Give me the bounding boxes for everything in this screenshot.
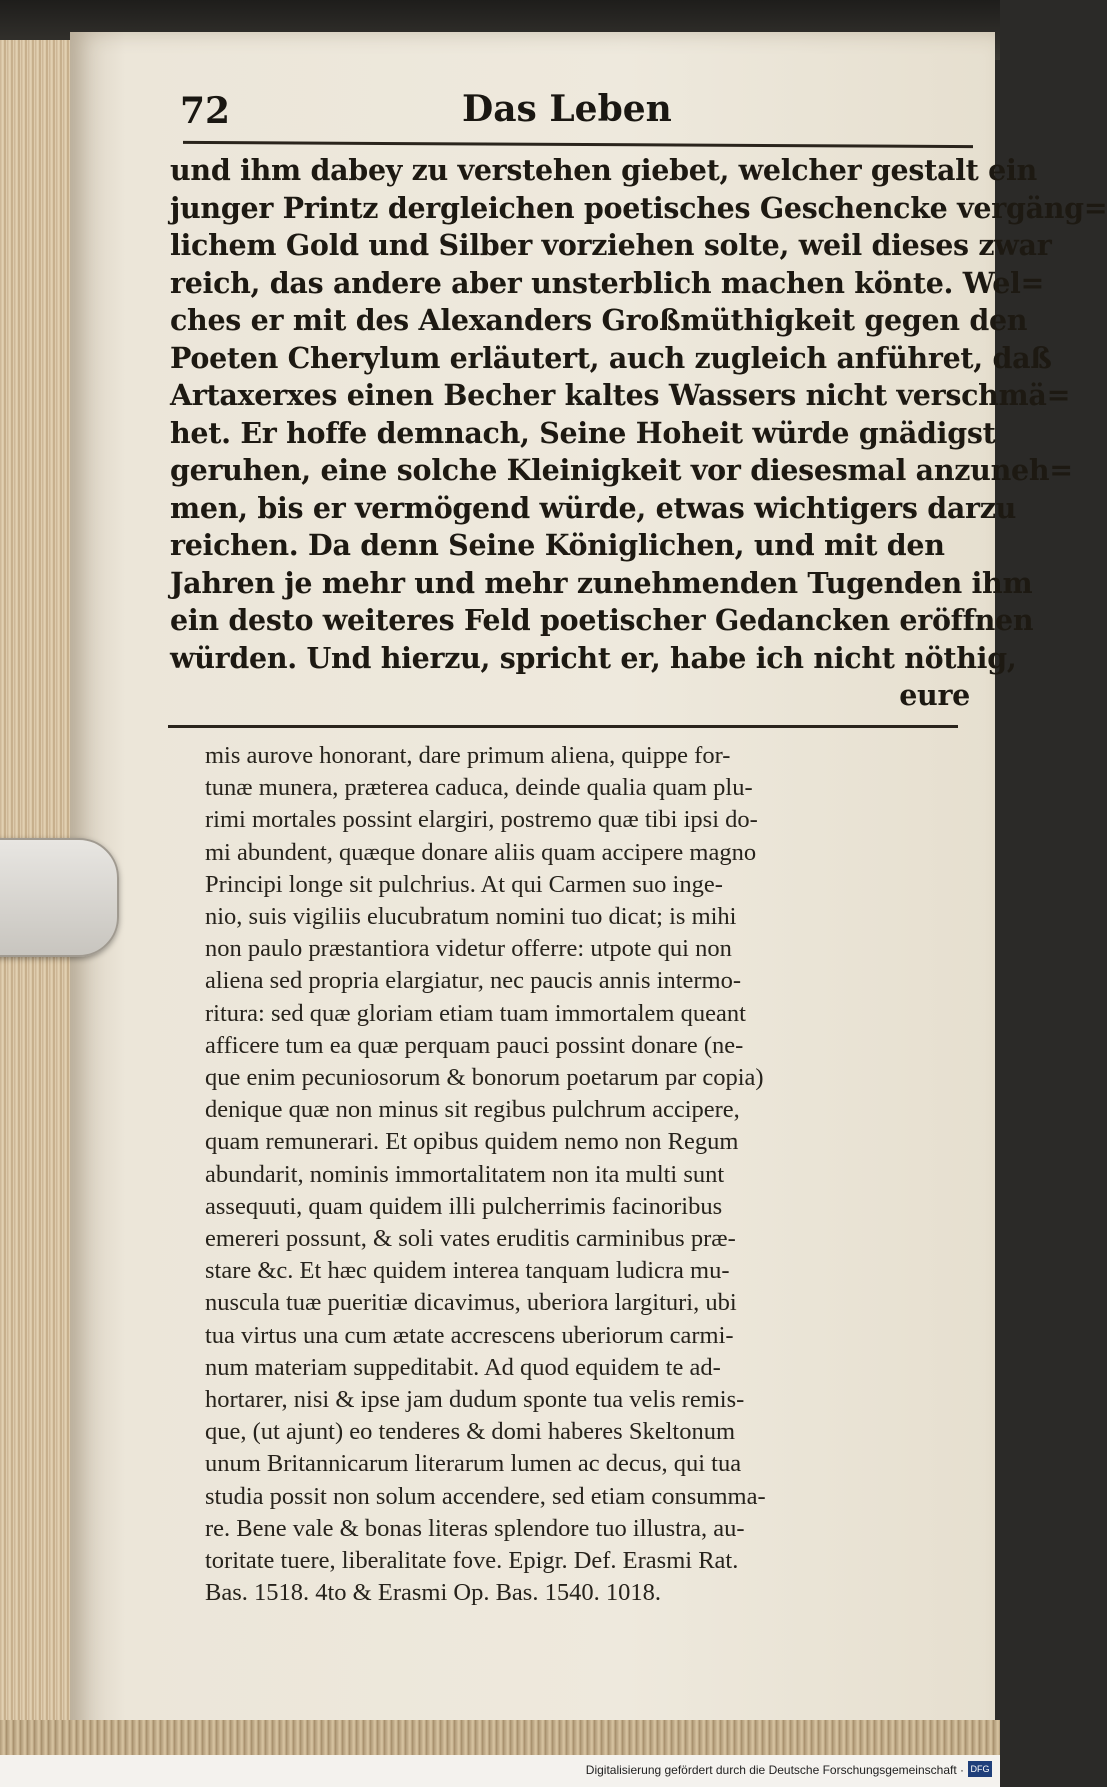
latin-line: stare &c. Et hæc quidem interea tanquam ludicra mu- <box>205 1257 730 1285</box>
german-line: würden. Und hierzu, spricht er, habe ich nicht nöthig, <box>170 640 1017 675</box>
german-line: junger Printz dergleichen poetisches Geschencke vergäng= <box>170 190 1107 225</box>
latin-line: denique quæ non minus sit regibus pulchrum accipere, <box>205 1096 740 1124</box>
german-line: lichem Gold und Silber vorziehen solte, weil dieses zwar <box>170 228 1052 262</box>
latin-line: unum Britannicarum literarum lumen ac decus, qui tua <box>205 1450 742 1478</box>
german-line: ein desto weiteres Feld poetischer Gedancken eröffnen <box>170 603 1034 637</box>
latin-line: mi abundent, quæque donare aliis quam accipere magno <box>205 838 757 866</box>
catchword: eure <box>899 678 970 712</box>
german-line: und ihm dabey zu verstehen giebet, welcher gestalt ein <box>170 153 1037 187</box>
german-line: reichen. Da denn Seine Königlichen, und mit den <box>170 528 945 562</box>
book-bottom-edge <box>0 1720 1000 1755</box>
funding-credit: Digitalisierung gefördert durch die Deutsche Forschungsgemeinschaft · <box>585 1763 964 1777</box>
latin-line: abundarit, nominis immortalitatem non ita multi sunt <box>205 1160 725 1188</box>
german-text-block <box>170 152 1107 715</box>
running-head: Das Leben <box>462 88 672 130</box>
latin-line: rimi mortales possint elargiri, postremo quæ tibi ipsi do- <box>205 806 758 834</box>
dfg-logo: DFG <box>968 1761 992 1777</box>
latin-line: que enim pecuniosorum & bonorum poetarum par copia) <box>205 1064 764 1092</box>
latin-line: num materiam suppeditabit. Ad quod equidem te ad- <box>205 1353 721 1381</box>
german-line: ches er mit des Alexanders Großmüthigkeit gegen den <box>170 303 1028 337</box>
latin-line: studia possit non solum accendere, sed etiam consumma- <box>205 1482 766 1510</box>
latin-line: quam remunerari. Et opibus quidem nemo non Regum <box>205 1128 739 1156</box>
latin-line: tua virtus una cum ætate accrescens uberiorum carmi- <box>205 1321 734 1349</box>
latin-line: tunæ munera, præterea caduca, deinde qualia quam plu- <box>205 774 753 802</box>
latin-line: toritate tuere, liberalitate fove. Epigr. Def. Erasmi Rat. <box>205 1547 739 1575</box>
german-line: het. Er hoffe demnach, Seine Hoheit würde gnädigst <box>170 415 996 450</box>
german-line: reich, das andere aber unsterblich machen könte. Wel= <box>170 265 1045 300</box>
bookmark-clip <box>0 838 119 957</box>
latin-line: aliena sed propria elargiatur, nec paucis annis intermo- <box>205 967 741 995</box>
german-line: geruhen, eine solche Kleinigkeit vor diesesmal anzuneh= <box>170 453 1073 487</box>
latin-line: hortarer, nisi & ipse jam dudum sponte tua velis remis- <box>205 1386 745 1414</box>
digitization-footer <box>0 1755 1000 1787</box>
german-line: Jahren je mehr und mehr zunehmenden Tugenden ihm <box>170 565 1033 600</box>
german-line: men, bis er vermögend würde, etwas wichtigers darzu <box>170 490 1017 525</box>
footnote-rule <box>168 725 958 728</box>
latin-footnote-block <box>205 740 965 1609</box>
latin-line: Bas. 1518. 4to & Erasmi Op. Bas. 1540. 1018. <box>205 1579 661 1607</box>
latin-line: Principi longe sit pulchrius. At qui Carmen suo inge- <box>205 870 723 898</box>
page-number: 72 <box>180 90 231 132</box>
latin-line: afficere tum ea quæ perquam pauci possint donare (ne- <box>205 1031 744 1059</box>
latin-line: mis aurove honorant, dare primum aliena, quippe for- <box>205 742 731 769</box>
latin-line: ritura: sed quæ gloriam etiam tuam immortalem queant <box>205 999 746 1027</box>
latin-line: assequuti, quam quidem illi pulcherrimis facinoribus <box>205 1192 723 1220</box>
latin-line: re. Bene vale & bonas literas splendore tuo illustra, au- <box>205 1514 745 1542</box>
german-line: Poeten Cherylum erläutert, auch zugleich anführet, daß <box>170 340 1052 375</box>
latin-line: que, (ut ajunt) eo tenderes & domi haberes Skeltonum <box>205 1418 736 1446</box>
latin-line: nio, suis vigiliis elucubratum nomini tuo dicat; is mihi <box>205 903 737 931</box>
latin-line: emereri possunt, & soli vates eruditis carminibus præ- <box>205 1225 736 1253</box>
latin-line: non paulo præstantiora videtur offerre: utpote qui non <box>205 935 732 963</box>
latin-line: nuscula tuæ pueritiæ dicavimus, uberiora largituri, ubi <box>205 1289 737 1317</box>
german-line: Artaxerxes einen Becher kaltes Wassers nicht verschmä= <box>170 378 1071 412</box>
